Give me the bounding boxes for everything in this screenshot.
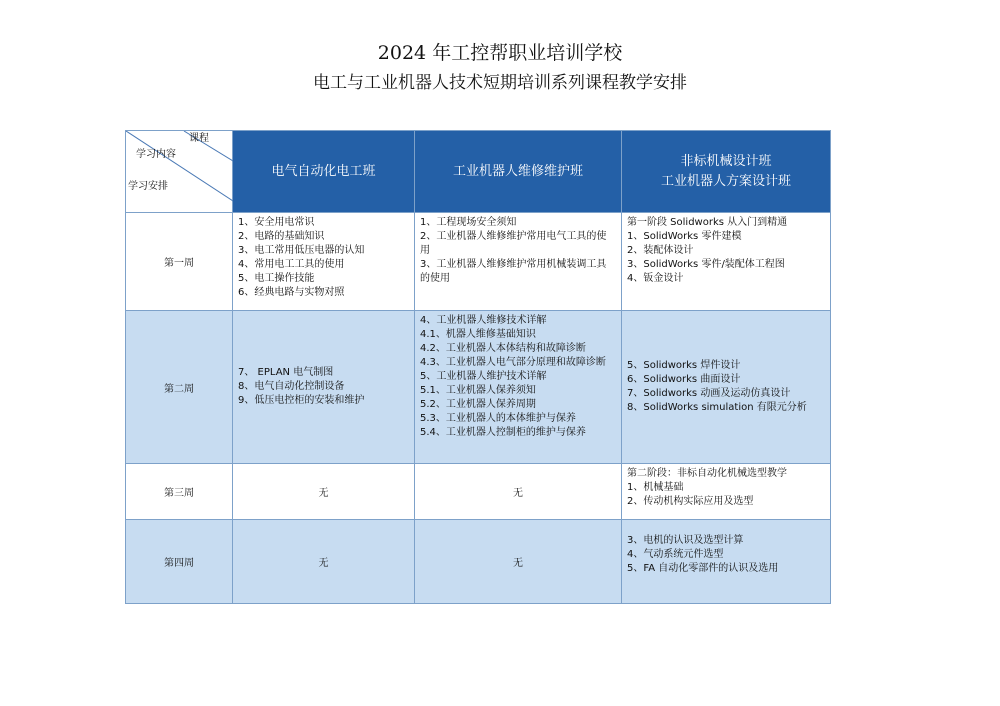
course-item: 3、电机的认识及选型计算 bbox=[627, 535, 744, 546]
table-row-week-2 bbox=[126, 311, 831, 464]
column-header-electrician bbox=[233, 131, 415, 213]
course-item: 6、经典电路与实物对照 bbox=[238, 287, 345, 298]
course-item: 5.2、工业机器人保养周期 bbox=[420, 399, 536, 410]
course-item: 4、气动系统元件选型 bbox=[627, 549, 724, 560]
cell-week3-robot-maintenance: 无 bbox=[415, 464, 622, 520]
course-item: 4.2、工业机器人本体结构和故障诊断 bbox=[420, 343, 586, 354]
week-label: 第二周 bbox=[126, 311, 233, 464]
course-item: 5.3、工业机器人的本体维护与保养 bbox=[420, 413, 576, 424]
course-item: 7、 EPLAN 电气制图 bbox=[238, 367, 334, 378]
column-header-line: 工业机器人方案设计班 bbox=[660, 173, 791, 189]
cell-week2-electrician bbox=[233, 311, 415, 464]
course-item: 4、常用电工工具的使用 bbox=[238, 259, 345, 270]
course-item: 7、Solidworks 动画及运动仿真设计 bbox=[627, 388, 791, 399]
schedule-table bbox=[125, 130, 831, 604]
cell-week3-mechanical-design bbox=[622, 464, 831, 520]
column-header-robot-maintenance bbox=[415, 131, 622, 213]
table-row-week-1 bbox=[126, 213, 831, 311]
cell-week3-electrician: 无 bbox=[233, 464, 415, 520]
course-item: 2、电路的基础知识 bbox=[238, 231, 325, 242]
cell-week1-electrician bbox=[233, 213, 415, 311]
cell-week4-electrician: 无 bbox=[233, 520, 415, 604]
course-item: 5、电工操作技能 bbox=[238, 273, 315, 284]
course-item: 8、电气自动化控制设备 bbox=[238, 381, 345, 392]
course-item: 4、钣金设计 bbox=[627, 273, 684, 284]
cell-week1-mechanical-design bbox=[622, 213, 831, 311]
course-item: 1、工程现场安全须知 bbox=[420, 217, 517, 228]
column-header-line: 非标机械设计班 bbox=[680, 153, 772, 169]
course-item: 5、FA 自动化零部件的认识及选用 bbox=[627, 563, 779, 574]
table-header-row bbox=[126, 131, 831, 213]
cell-week2-robot-maintenance bbox=[415, 311, 622, 464]
cell-week2-mechanical-design bbox=[622, 311, 831, 464]
column-header-line: 电气自动化电工班 bbox=[271, 163, 376, 179]
course-item: 1、SolidWorks 零件建模 bbox=[627, 231, 742, 242]
course-item: 5、工业机器人维护技术详解 bbox=[420, 371, 547, 382]
week-label: 第一周 bbox=[126, 213, 233, 311]
course-item: 3、电工常用低压电器的认知 bbox=[238, 245, 365, 256]
course-item: 9、低压电控柜的安装和维护 bbox=[238, 395, 365, 406]
cell-week1-robot-maintenance bbox=[415, 213, 622, 311]
course-item: 5、Solidworks 焊件设计 bbox=[627, 360, 741, 371]
course-item: 2、工业机器人维修维护常用电气工具的使用 bbox=[420, 231, 607, 256]
corner-diagonal-lines bbox=[126, 131, 233, 213]
column-header-mechanical-design bbox=[622, 131, 831, 213]
course-item: 2、装配体设计 bbox=[627, 245, 694, 256]
course-item: 3、工业机器人维修维护常用机械装调工具的使用 bbox=[420, 259, 607, 284]
cell-week4-mechanical-design bbox=[622, 520, 831, 604]
course-item: 4、工业机器人维修技术详解 bbox=[420, 315, 547, 326]
course-item: 1、机械基础 bbox=[627, 482, 684, 493]
corner-label-content: 学习内容 bbox=[136, 149, 176, 160]
week-label: 第三周 bbox=[126, 464, 233, 520]
course-item: 4.3、工业机器人电气部分原理和故障诊断 bbox=[420, 357, 606, 368]
document-title: 2024 年工控帮职业培训学校 bbox=[377, 42, 623, 64]
course-item: 2、传动机构实际应用及选型 bbox=[627, 496, 754, 507]
course-item: 第二阶段：非标自动化机械选型教学 bbox=[627, 468, 787, 479]
document-subtitle: 电工与工业机器人技术短期培训系列课程教学安排 bbox=[313, 73, 687, 93]
course-item: 3、SolidWorks 零件/装配体工程图 bbox=[627, 259, 785, 270]
course-item: 第一阶段 Solidworks 从入门到精通 bbox=[627, 217, 788, 228]
week-label: 第四周 bbox=[126, 520, 233, 604]
table-row-week-3 bbox=[126, 464, 831, 520]
table-row-week-4 bbox=[126, 520, 831, 604]
corner-label-course: 课程 bbox=[189, 133, 209, 144]
corner-label-schedule: 学习安排 bbox=[128, 181, 168, 192]
course-item: 6、Solidworks 曲面设计 bbox=[627, 374, 741, 385]
course-item: 8、SolidWorks simulation 有限元分析 bbox=[627, 402, 807, 413]
column-header-line: 工业机器人维修维护班 bbox=[452, 163, 583, 179]
course-item: 1、安全用电常识 bbox=[238, 217, 315, 228]
course-item: 5.1、工业机器人保养须知 bbox=[420, 385, 536, 396]
course-item: 5.4、工业机器人控制柜的维护与保养 bbox=[420, 427, 586, 438]
course-item: 4.1、机器人维修基础知识 bbox=[420, 329, 536, 340]
corner-header-cell bbox=[126, 131, 233, 213]
cell-week4-robot-maintenance: 无 bbox=[415, 520, 622, 604]
